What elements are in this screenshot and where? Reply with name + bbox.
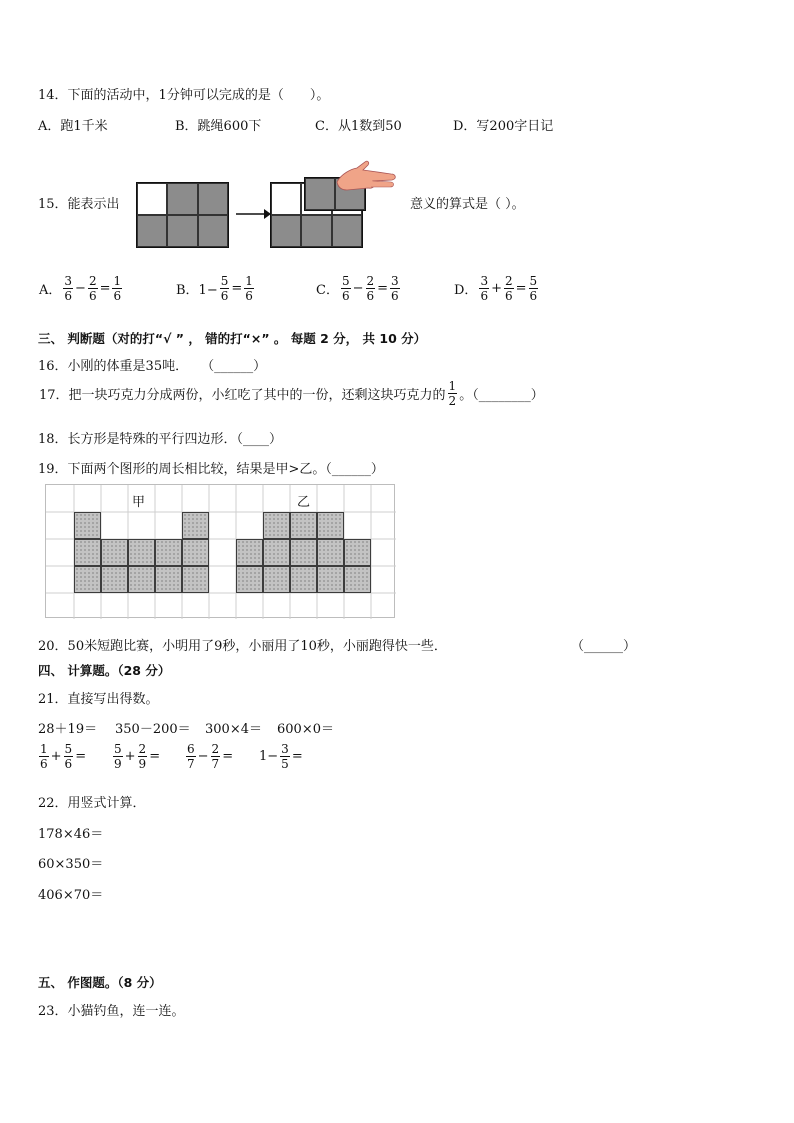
q14-option-d: D．写200字日记 xyxy=(453,119,554,134)
section-3-title: 三、 判断题（对的打“√ ” ， 错的打“×” 。 每题 2 分， 共 10 分） xyxy=(38,331,427,346)
q22-item-3: 406×70＝ xyxy=(38,888,104,903)
q15-option-a: A． $\frac{3}{6}$ − $\frac{2}{6}$ = $\frac{1}{6}$ xyxy=(39,274,122,303)
q14-stem: 14．下面的活动中，1分钟可以完成的是（ ）。 xyxy=(38,88,330,103)
grid-paper xyxy=(45,484,395,618)
label-yi: 乙 xyxy=(297,495,311,510)
section-4-title: 四、 计算题。（28 分） xyxy=(38,663,171,678)
q14-option-c: C．从1数到50 xyxy=(315,119,402,134)
q21-item-2: 350－200＝ xyxy=(115,722,191,737)
q15-option-b: B．1− $\frac{5}{6}$ = $\frac{1}{6}$ xyxy=(176,274,253,303)
q23-text: 23．小猫钓鱼，连一连。 xyxy=(38,1004,185,1019)
fraction-rectangle-before xyxy=(136,182,229,248)
q22-stem: 22．用竖式计算． xyxy=(38,796,146,811)
q14-option-a: A．跑1千米 xyxy=(38,119,108,134)
arrow-right-icon xyxy=(234,206,272,222)
q20-blank: （______） xyxy=(571,639,637,654)
q16-text: 16．小刚的体重是35吨． （______） xyxy=(38,359,267,374)
q18-text: 18．长方形是特殊的平行四边形．（____） xyxy=(38,432,283,447)
q20-text: 20．50米短跑比赛，小明用了9秒，小丽用了10秒，小丽跑得快一些． xyxy=(38,639,447,654)
q21-item-8: 1− $\frac{3}{5}$ = xyxy=(259,742,303,771)
hand-icon xyxy=(333,160,399,194)
q15-option-d: D． $\frac{3}{6}$ + $\frac{2}{6}$ = $\frac{5}{6}$ xyxy=(454,274,538,303)
q22-item-2: 60×350＝ xyxy=(38,857,104,872)
q19-text: 19．下面两个图形的周长相比较，结果是甲>乙。（______） xyxy=(38,462,384,477)
q17-text: 17．把一块巧克力分成两份，小红吃了其中的一份，还剩这块巧克力的 $\frac{1}{2}$ 。（________） xyxy=(39,379,544,408)
q21-item-4: 600×0＝ xyxy=(277,722,334,737)
q21-item-7: $\frac{6}{7}$ − $\frac{2}{7}$ = xyxy=(187,742,234,771)
q21-item-1: 28＋19＝ xyxy=(38,722,98,737)
q15-suffix: 意义的算式是（ ）。 xyxy=(410,197,525,212)
q21-item-5: $\frac{1}{6}$ + $\frac{5}{6}$ = xyxy=(40,742,87,771)
q14-option-b: B．跳绳600下 xyxy=(175,119,262,134)
label-jia: 甲 xyxy=(132,495,146,510)
q22-item-1: 178×46＝ xyxy=(38,827,104,842)
q21-item-3: 300×4＝ xyxy=(205,722,262,737)
q15-prefix: 15．能表示出 xyxy=(38,197,120,212)
q15-option-c: C． $\frac{5}{6}$ − $\frac{2}{6}$ = $\frac{3}{6}$ xyxy=(316,274,399,303)
q21-item-6: $\frac{5}{9}$ + $\frac{2}{9}$ = xyxy=(114,742,161,771)
section-5-title: 五、 作图题。（8 分） xyxy=(38,975,162,990)
q21-stem: 21．直接写出得数。 xyxy=(38,692,159,707)
